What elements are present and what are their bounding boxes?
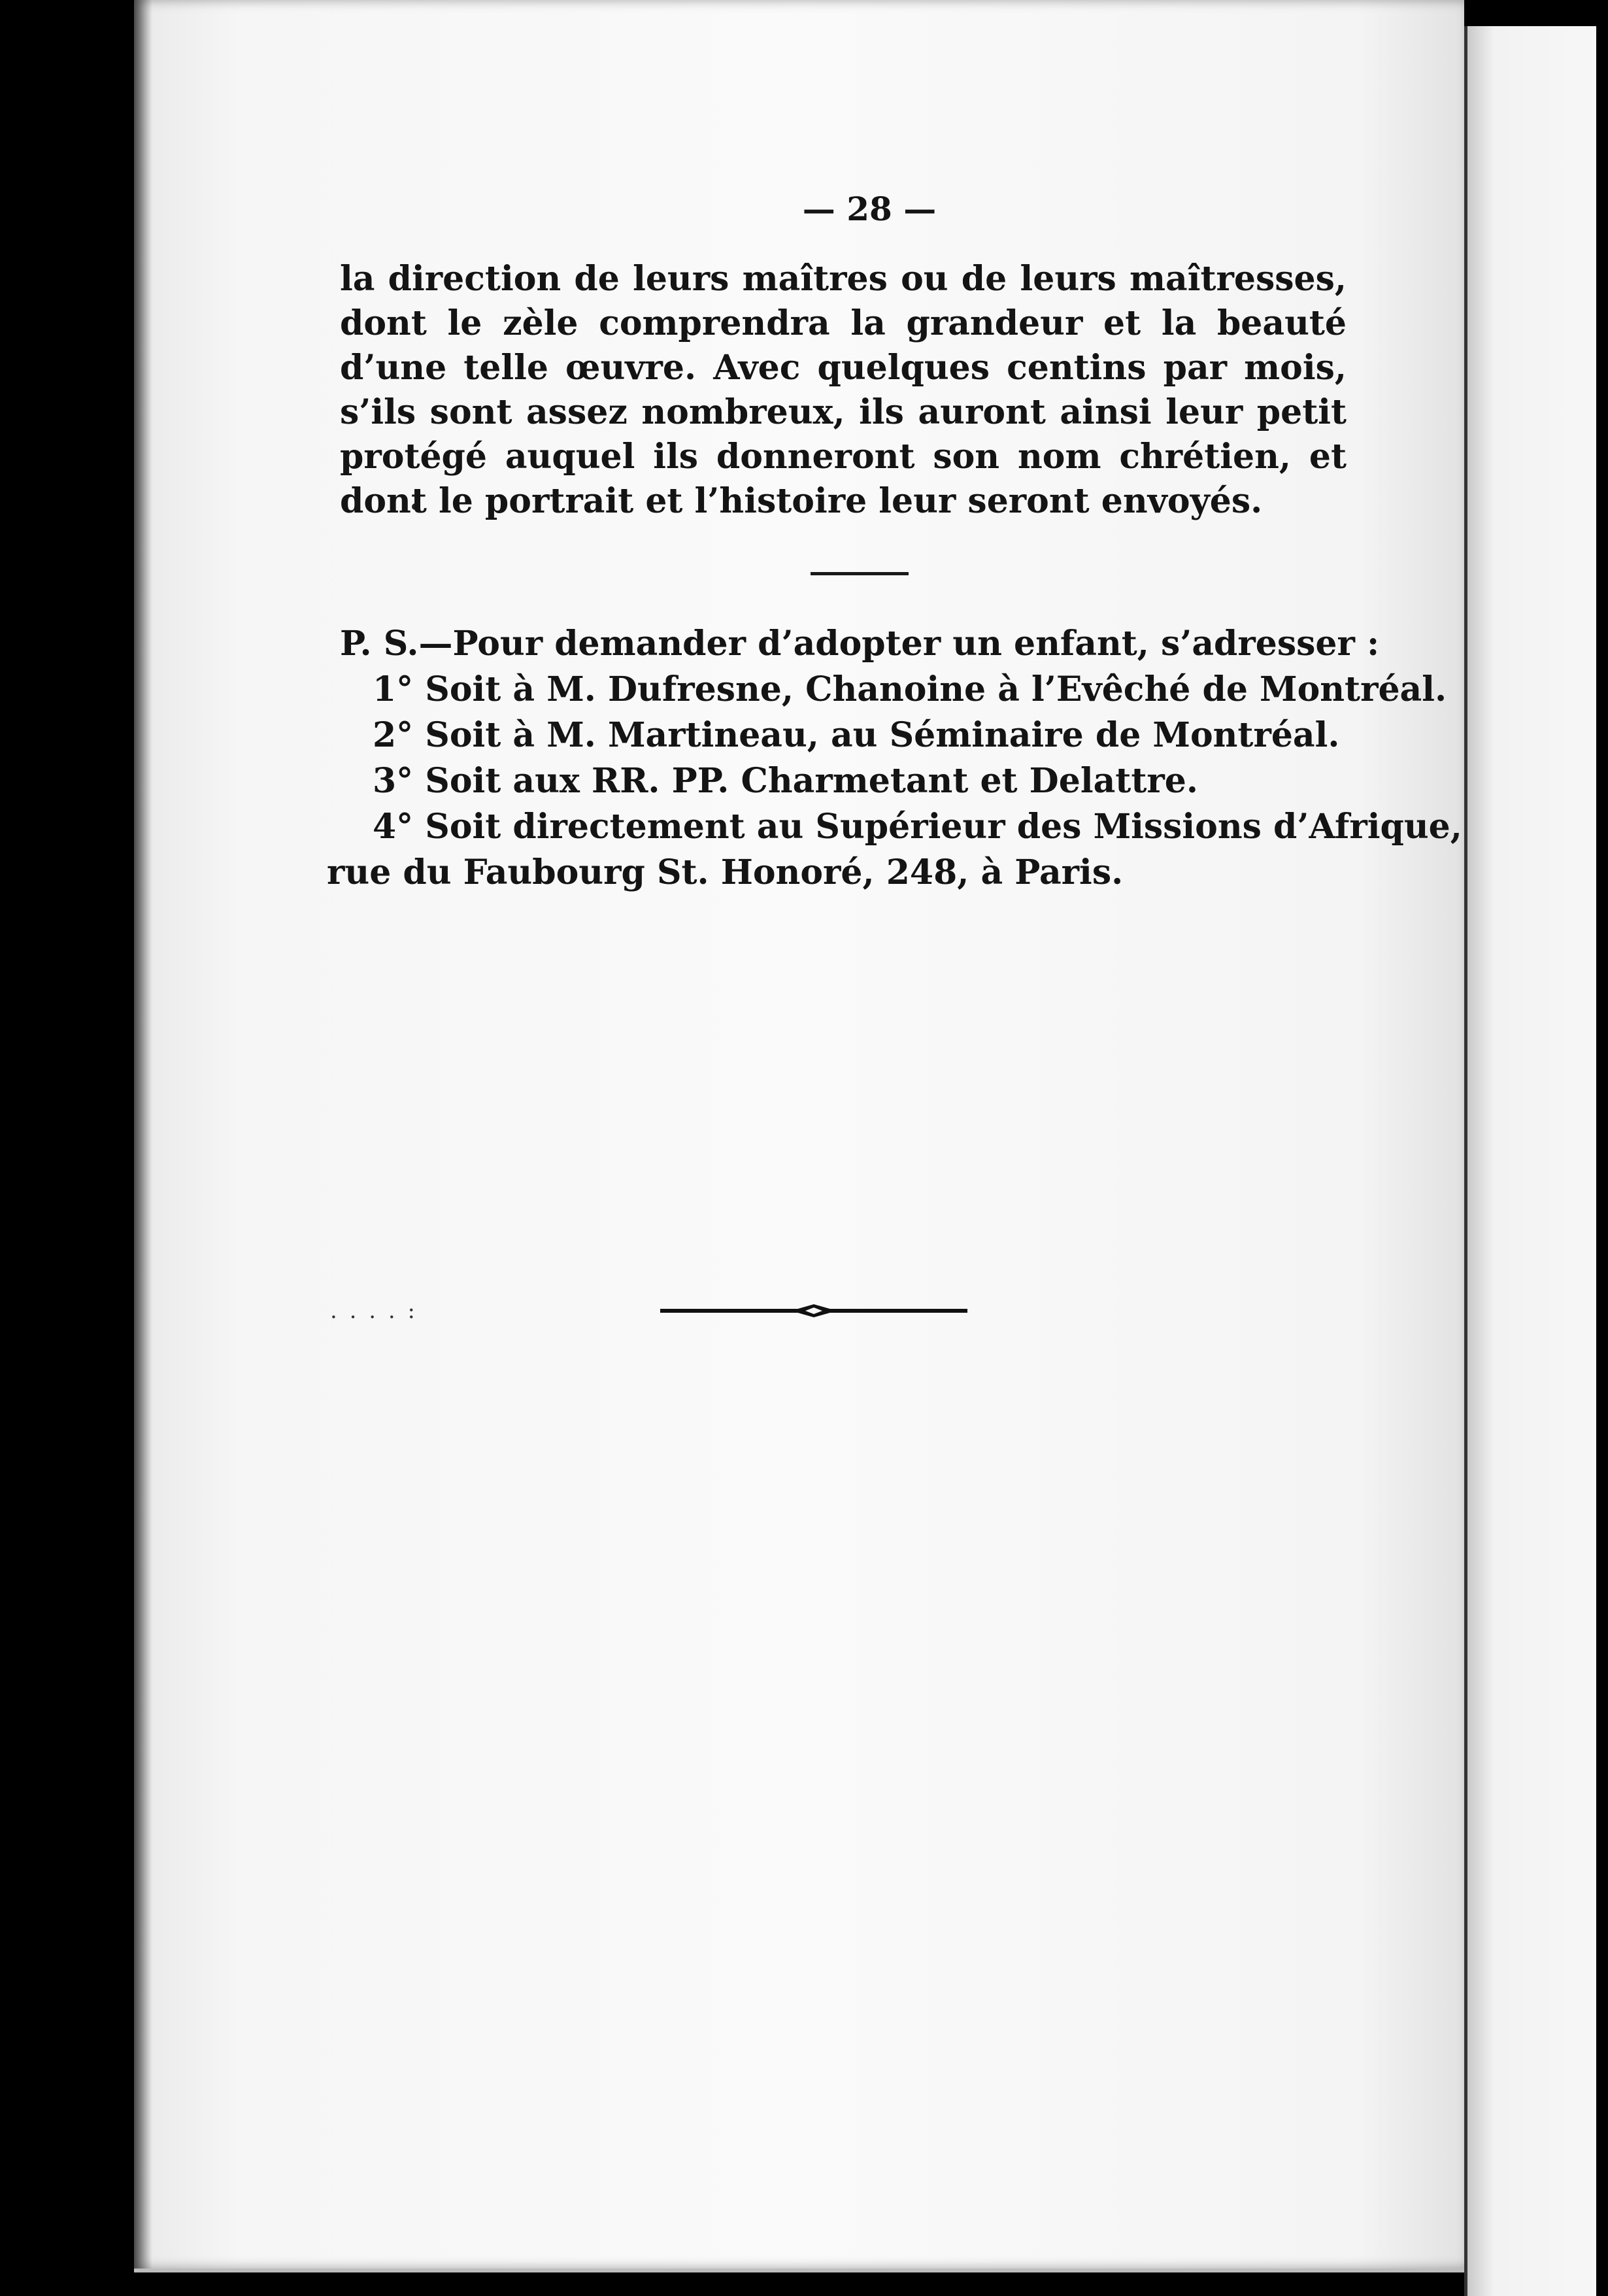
adjacent-page-edge — [1464, 26, 1600, 2296]
section-rule — [811, 572, 909, 575]
ps-item-4-continuation: rue du Faubourg St. Honoré, 248, à Paris. — [327, 853, 1124, 892]
end-ornament — [660, 1301, 967, 1321]
body-paragraph: la direction de leurs maîtres ou de leurs maîtresses, dont le zèle comprendra la grandeur et la beauté d’une telle œuvre. Avec quelques centins par mois, s’ils sont assez nombreux, ils auront ainsi leur petit protégé auquel ils donneront son nom chrétien, et dont le portrait et l’histoire leur seront envoyés. — [340, 259, 1347, 521]
gutter-shadow — [134, 0, 152, 2269]
ink-specks: . . . . : — [330, 1298, 418, 1324]
ps-intro: P. S.—Pour demander d’adopter un enfant, s’adresser : — [340, 624, 1380, 664]
page-content — [327, 190, 1462, 896]
scan-border-right — [1596, 0, 1608, 2296]
ps-item-3: 3° Soit aux RR. PP. Charmetant et Delattre. — [373, 761, 1198, 801]
ps-item-4: 4° Soit directement au Supérieur des Missions d’Afrique, — [373, 807, 1462, 847]
ps-item-2: 2° Soit à M. Martineau, au Séminaire de Montréal. — [373, 715, 1340, 755]
scan-border-left — [0, 0, 134, 2296]
ps-item-1: 1° Soit à M. Dufresne, Chanoine à l’Evêché de Montréal. — [373, 669, 1447, 709]
page-number: — 28 — — [802, 190, 937, 228]
